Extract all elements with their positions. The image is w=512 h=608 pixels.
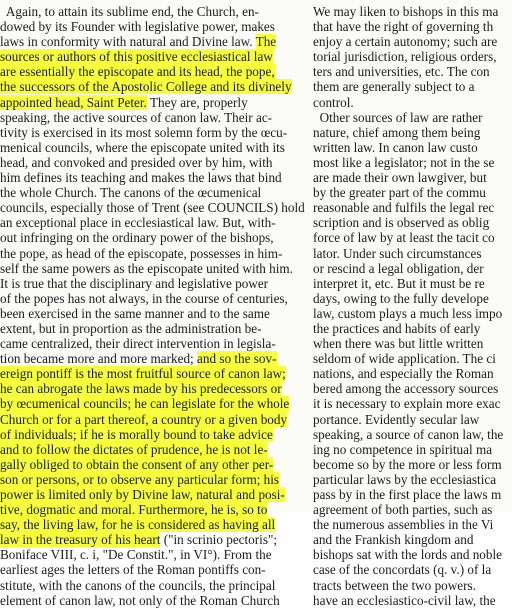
left-text-line bbox=[0, 155, 306, 170]
right-text-line: tracts between the two powers. bbox=[313, 577, 476, 593]
right-text-line: reasonable and fulfils the legal rec bbox=[313, 200, 495, 216]
text-segment: tivity is exercised in its most solemn form by the œcu- bbox=[0, 124, 288, 140]
text-segment: been exercised in the same manner and to the same bbox=[0, 305, 270, 321]
right-text-line: seldom of wide application. The ci bbox=[313, 351, 496, 367]
left-text-line bbox=[0, 381, 306, 396]
text-segment: the whole Church. The canons of the œcumenical bbox=[0, 185, 262, 201]
right-text-line: law, custom plays a much less impo bbox=[313, 305, 503, 321]
text-segment: self the same powers as the episcopate united with him. bbox=[0, 260, 293, 276]
left-text-line bbox=[0, 95, 306, 110]
left-text-line bbox=[0, 547, 306, 562]
right-text-line: are made their own lawgiver, but bbox=[313, 170, 487, 186]
left-text-line bbox=[0, 246, 306, 261]
highlighted-text: gally obliged to obtain the consent of any other per- bbox=[0, 456, 274, 472]
right-text-line: pass by in the first place the laws m bbox=[313, 487, 502, 502]
right-text-line: them are generally subject to a bbox=[313, 79, 475, 95]
right-text-line: have an ecclesiastico-civil law, the bbox=[313, 592, 496, 608]
highlighted-text: the successors of the Apostolic College and its divinely bbox=[0, 79, 292, 95]
right-text-line: the practices and habits of early bbox=[313, 320, 481, 336]
highlighted-text: of individuals; if he is morally bound to take advice bbox=[0, 426, 273, 442]
text-segment: the pope, as head of the episcopate, possesses in him- bbox=[0, 245, 283, 261]
text-segment: head, and convoked and presided over by him, with bbox=[0, 154, 273, 170]
right-text-line: portance. Evidently secular law bbox=[313, 411, 480, 427]
right-text-line: interpret it, etc. But it must be re bbox=[313, 275, 485, 291]
right-text-line: most like a legislator; not in the se bbox=[313, 154, 495, 170]
text-segment: dowed by its Founder with legislative power, makes bbox=[0, 19, 275, 35]
text-segment: an exceptional place in ecclesiastical law. But, with- bbox=[0, 215, 276, 231]
right-text-line: bishops sat with the lords and noble bbox=[313, 547, 503, 563]
left-text-line bbox=[0, 562, 306, 577]
left-text-line bbox=[0, 140, 306, 155]
left-text-line bbox=[0, 578, 306, 593]
right-text-line: particular laws by the ecclesiastica bbox=[313, 471, 497, 487]
left-text-line bbox=[0, 215, 306, 230]
left-text-line bbox=[0, 442, 306, 457]
right-text-line: Other sources of law are rather bbox=[313, 109, 483, 125]
right-text-line: lator. Under such circumstances bbox=[313, 245, 482, 261]
left-text-line bbox=[0, 351, 306, 366]
right-text-line: by the greater part of the commu bbox=[313, 185, 486, 201]
left-text-line bbox=[0, 64, 306, 79]
right-text-line: ing no competence in spiritual ma bbox=[313, 441, 493, 457]
highlighted-text: ereign pontiff is the most fruitful source of canon law; bbox=[0, 366, 286, 382]
left-text-line bbox=[0, 502, 306, 517]
right-column bbox=[313, 4, 512, 608]
text-segment: extent, but in proportion as the administration be- bbox=[0, 320, 262, 336]
text-segment: ("in scrinio pectoris"; bbox=[160, 532, 278, 548]
highlighted-text: by œcumenical councils; he can legislate for the whole bbox=[0, 396, 290, 412]
left-text-line bbox=[0, 427, 306, 442]
right-text-line: it is necessary to explain more exac bbox=[313, 396, 501, 412]
left-text-line bbox=[0, 517, 306, 532]
highlighted-text: are essentially the episcopate and its head, the pope, bbox=[0, 64, 275, 80]
text-segment: element of canon law, not only of the Roman Church bbox=[0, 592, 280, 608]
left-text-line bbox=[0, 336, 306, 351]
highlighted-text: appointed head, Saint Peter. bbox=[0, 94, 147, 110]
left-text-line bbox=[0, 19, 306, 34]
highlighted-text: and to follow the dictates of prudence, he is not le- bbox=[0, 441, 268, 457]
right-text-line: bered among the accessory sources bbox=[313, 381, 499, 397]
right-text-line: and the Frankish kingdom and bbox=[313, 532, 474, 548]
text-segment: They are, properly bbox=[146, 94, 248, 110]
right-text-line: nations, and especially the Roman bbox=[313, 366, 494, 382]
text-segment: Boniface VIII, c. i, "De Constit.", in VI°). From the bbox=[0, 547, 272, 563]
left-text-line bbox=[0, 49, 306, 64]
right-text-line: the numerous assemblies in the Vi bbox=[313, 517, 494, 533]
text-segment: earliest ages the letters of the Roman pontiffs con- bbox=[0, 562, 266, 578]
left-text-line bbox=[0, 412, 306, 427]
right-text-line: days, owing to the fully develope bbox=[313, 290, 489, 306]
left-text-line bbox=[0, 170, 306, 185]
right-text-line: ters and universities, etc. The con bbox=[313, 64, 490, 80]
right-text-line: that have the right of governing th bbox=[313, 19, 494, 35]
text-segment: speaking, the active sources of canon law. Their ac- bbox=[0, 109, 273, 125]
right-text-line: case of the concordats (q. v.) of la bbox=[313, 562, 492, 578]
highlighted-text: The bbox=[255, 34, 277, 50]
text-segment: tion became more and more marked; bbox=[0, 351, 198, 367]
left-text-line bbox=[0, 261, 306, 276]
right-text-line: become so by the more or less form bbox=[313, 456, 502, 472]
right-text-line: or rescind a legal obligation, der bbox=[313, 260, 484, 276]
right-text-line: nature, chief among them being bbox=[313, 124, 481, 140]
text-segment: of the popes has not always, in the course of centuries, bbox=[0, 290, 288, 306]
left-text-line bbox=[0, 200, 306, 215]
right-text-line: enjoy a certain autonomy; such are bbox=[313, 34, 498, 50]
highlighted-text: and so the sov- bbox=[197, 351, 277, 367]
left-text-line bbox=[0, 291, 306, 306]
highlighted-text: Church or for a part thereof, a country or a given body bbox=[0, 411, 288, 427]
highlighted-text: son or persons, or to observe any particular form; his bbox=[0, 471, 280, 487]
right-text-line: control. bbox=[313, 94, 354, 110]
left-text-line bbox=[0, 79, 306, 94]
text-segment: Again, to attain its sublime end, the Church, en- bbox=[0, 4, 259, 19]
right-text-line: agreement of both parties, such as bbox=[313, 502, 493, 518]
text-segment: stitute, with the canons of the councils, the principal bbox=[0, 577, 276, 593]
left-text-line bbox=[0, 4, 306, 19]
right-text-line: We may liken to bishops in this ma bbox=[313, 4, 499, 19]
left-text-line bbox=[0, 125, 306, 140]
text-segment: out infringing on the ordinary power of the bishops, bbox=[0, 230, 274, 246]
text-segment: came centralized, their direct intervention in legisla- bbox=[0, 336, 276, 352]
text-segment: laws in conformity with natural and Divine law. bbox=[0, 34, 256, 50]
highlighted-text: say, the living law, for he is considered as having all bbox=[0, 517, 276, 533]
right-text-line: speaking, a source of canon law, the bbox=[313, 426, 504, 442]
highlighted-text: tive, dogmatic and moral. Furthermore, he is, so to bbox=[0, 502, 268, 518]
left-text-line bbox=[0, 185, 306, 200]
text-segment: him defines its teaching and makes the laws that bind bbox=[0, 170, 282, 186]
left-text-line bbox=[0, 487, 306, 502]
highlighted-text: he can abrogate the laws made by his predecessors or bbox=[0, 381, 282, 397]
text-segment: It is true that the disciplinary and legislative power bbox=[0, 275, 269, 291]
left-text-line bbox=[0, 276, 306, 291]
text-segment: councils, especially those of Trent (see COUNCILS) hold bbox=[0, 200, 305, 216]
left-column bbox=[0, 4, 306, 608]
right-text-line: torial jurisdiction, religious orders, bbox=[313, 49, 497, 65]
left-text-line bbox=[0, 472, 306, 487]
left-text-line bbox=[0, 306, 306, 321]
left-text-line bbox=[0, 321, 306, 336]
right-text-line: force of law by at least the tacit co bbox=[313, 230, 495, 246]
right-text-line: written law. In canon law custo bbox=[313, 139, 478, 155]
left-text-line bbox=[0, 457, 306, 472]
left-text-line bbox=[0, 532, 306, 547]
right-text-line: when there was but little written bbox=[313, 336, 484, 352]
highlighted-text: power is limited only by Divine law, natural and posi- bbox=[0, 487, 285, 502]
left-text-line bbox=[0, 396, 306, 411]
left-text-line bbox=[0, 110, 306, 125]
highlighted-text: sources or authors of this positive ecclesiastical law bbox=[0, 49, 273, 65]
right-text-line: scription and is observed as oblig bbox=[313, 215, 490, 231]
left-text-line bbox=[0, 230, 306, 245]
text-segment: menical councils, where the episcopate united with its bbox=[0, 139, 285, 155]
left-text-line bbox=[0, 593, 306, 608]
left-text-line bbox=[0, 34, 306, 49]
highlighted-text: law in the treasury of his heart bbox=[0, 532, 161, 548]
left-text-line bbox=[0, 366, 306, 381]
